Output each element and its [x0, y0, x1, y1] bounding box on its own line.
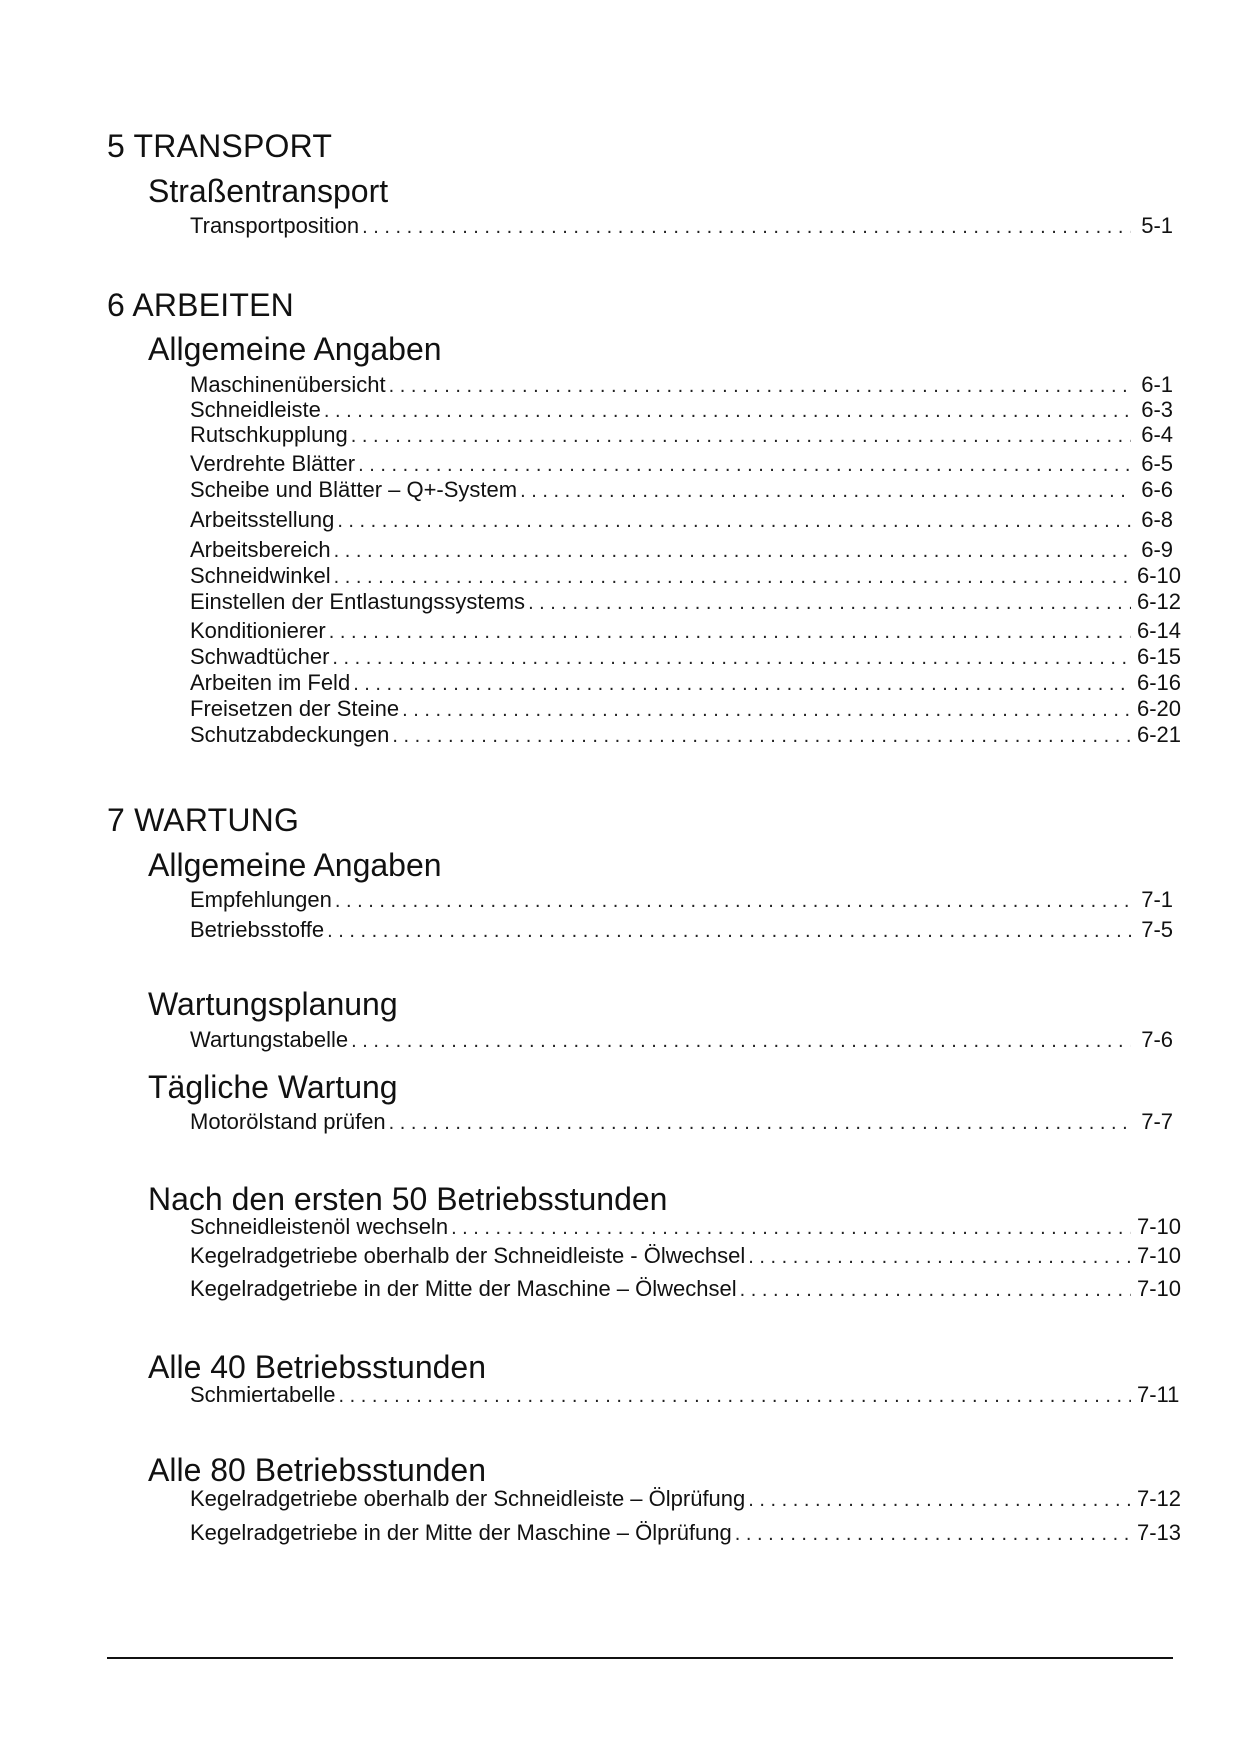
section-title: Tägliche Wartung [148, 1069, 398, 1105]
toc-entry-label: Konditionierer [190, 618, 326, 643]
toc-entry[interactable] [190, 887, 1173, 913]
toc-entry-label: Kegelradgetriebe in der Mitte der Maschine – Ölwechsel [190, 1276, 737, 1301]
toc-entry[interactable] [190, 477, 1173, 503]
dot-leader [337, 508, 1131, 534]
toc-entry-label: Einstellen der Entlastungssystems [190, 589, 526, 614]
toc-entry-page: 7-10 [1137, 1243, 1182, 1268]
toc-entry[interactable] [190, 507, 1173, 533]
toc-entry-page: 6-16 [1137, 670, 1182, 695]
toc-entry-page: 6-14 [1137, 618, 1182, 643]
section-title: Wartungsplanung [148, 986, 398, 1022]
toc-entry-page: 6-21 [1137, 722, 1182, 747]
toc-entry-page: 5-1 [1141, 213, 1173, 238]
toc-entry-page: 6-12 [1137, 589, 1182, 614]
toc-entry[interactable] [190, 1214, 1182, 1240]
toc-entry-label: Schutzabdeckungen [190, 722, 390, 747]
chapter-title: 5 TRANSPORT [107, 128, 333, 164]
toc-entry-label: Betriebsstoffe [190, 917, 325, 942]
dot-leader [520, 478, 1131, 504]
toc-entry-page: 7-5 [1141, 917, 1173, 942]
dot-leader [740, 1277, 1131, 1303]
toc-entry-page: 6-6 [1141, 477, 1173, 502]
toc-entry-label: Arbeiten im Feld [190, 670, 351, 695]
toc-entry-page: 7-13 [1137, 1520, 1182, 1545]
toc-entry[interactable] [190, 1109, 1173, 1135]
dot-leader [362, 214, 1131, 240]
toc-entry[interactable] [190, 1382, 1180, 1408]
toc-entry[interactable] [190, 670, 1182, 696]
dot-leader [324, 398, 1131, 424]
dot-leader [351, 1028, 1131, 1054]
toc-entry-label: Schneidleistenöl wechseln [190, 1214, 449, 1239]
dot-leader [402, 697, 1131, 723]
section-title: Alle 80 Betriebsstunden [148, 1452, 486, 1488]
dot-leader [351, 423, 1131, 449]
toc-entry[interactable] [190, 589, 1182, 615]
toc-entry-label: Kegelradgetriebe oberhalb der Schneidleiste - Ölwechsel [190, 1243, 746, 1268]
toc-entry[interactable] [190, 213, 1173, 239]
toc-entry[interactable] [190, 917, 1173, 943]
toc-entry-page: 6-20 [1137, 696, 1182, 721]
toc-entry[interactable] [190, 1027, 1173, 1053]
toc-entry[interactable] [190, 451, 1173, 477]
footer-rule [107, 1657, 1173, 1659]
toc-entry-page: 7-12 [1137, 1486, 1182, 1511]
toc-entry[interactable] [190, 722, 1182, 748]
toc-entry-label: Verdrehte Blätter [190, 451, 356, 476]
toc-entry-page: 7-11 [1137, 1382, 1180, 1407]
toc-entry[interactable] [190, 644, 1182, 670]
toc-entry-label: Arbeitsstellung [190, 507, 335, 532]
toc-entry-label: Kegelradgetriebe oberhalb der Schneidleiste – Ölprüfung [190, 1486, 746, 1511]
toc-entry-label: Motorölstand prüfen [190, 1109, 386, 1134]
toc-entry[interactable] [190, 372, 1173, 398]
dot-leader [358, 452, 1131, 478]
toc-entry-label: Freisetzen der Steine [190, 696, 400, 721]
toc-entry[interactable] [190, 563, 1182, 589]
dot-leader [334, 538, 1131, 564]
toc-entry-label: Schwadtücher [190, 644, 330, 669]
toc-entry-label: Maschinenübersicht [190, 372, 386, 397]
dot-leader [335, 888, 1131, 914]
toc-entry-label: Schneidleiste [190, 397, 321, 422]
chapter-title: 7 WARTUNG [107, 802, 300, 838]
toc-entry-page: 7-1 [1141, 887, 1173, 912]
dot-leader [339, 1383, 1131, 1409]
section-title: Alle 40 Betriebsstunden [148, 1349, 486, 1385]
toc-entry-page: 7-10 [1137, 1214, 1182, 1239]
toc-entry-page: 6-3 [1141, 397, 1173, 422]
dot-leader [353, 671, 1131, 697]
toc-entry-page: 6-4 [1141, 422, 1173, 447]
toc-entry-page: 6-9 [1141, 537, 1173, 562]
toc-entry-page: 6-10 [1137, 563, 1182, 588]
toc-entry-page: 6-15 [1137, 644, 1182, 669]
section-title: Nach den ersten 50 Betriebsstunden [148, 1181, 668, 1217]
toc-entry-label: Kegelradgetriebe in der Mitte der Maschine – Ölprüfung [190, 1520, 732, 1545]
toc-entry[interactable] [190, 618, 1182, 644]
dot-leader [451, 1215, 1131, 1241]
toc-entry[interactable] [190, 397, 1173, 423]
toc-entry-page: 6-8 [1141, 507, 1173, 532]
toc-entry-page: 7-10 [1137, 1276, 1182, 1301]
dot-leader [332, 645, 1131, 671]
dot-leader [389, 1110, 1131, 1136]
dot-leader [748, 1487, 1131, 1513]
toc-entry[interactable] [190, 422, 1173, 448]
section-title: Allgemeine Angaben [148, 331, 442, 367]
dot-leader [735, 1521, 1131, 1547]
toc-entry[interactable] [190, 537, 1173, 563]
toc-entry[interactable] [190, 1276, 1182, 1302]
dot-leader [528, 590, 1131, 616]
toc-entry-label: Rutschkupplung [190, 422, 348, 447]
toc-entry-label: Transportposition [190, 213, 360, 238]
dot-leader [329, 619, 1131, 645]
dot-leader [748, 1244, 1131, 1270]
toc-entry-page: 6-5 [1141, 451, 1173, 476]
toc-entry-label: Wartungstabelle [190, 1027, 349, 1052]
toc-entry[interactable] [190, 1520, 1182, 1546]
dot-leader [389, 373, 1131, 399]
toc-entry-label: Schmiertabelle [190, 1382, 336, 1407]
dot-leader [334, 564, 1131, 590]
toc-entry-page: 7-7 [1141, 1109, 1173, 1134]
toc-entry-label: Scheibe und Blätter – Q+-System [190, 477, 518, 502]
toc-entry-page: 7-6 [1141, 1027, 1173, 1052]
toc-entry-label: Empfehlungen [190, 887, 332, 912]
dot-leader [392, 723, 1131, 749]
toc-entry-label: Schneidwinkel [190, 563, 331, 588]
toc-entry[interactable] [190, 1486, 1182, 1512]
toc-entry-page: 6-1 [1141, 372, 1173, 397]
dot-leader [327, 918, 1131, 944]
chapter-title: 6 ARBEITEN [107, 287, 294, 323]
toc-entry[interactable] [190, 1243, 1182, 1269]
toc-entry[interactable] [190, 696, 1182, 722]
section-title: Straßentransport [148, 173, 389, 209]
toc-entry-label: Arbeitsbereich [190, 537, 331, 562]
section-title: Allgemeine Angaben [148, 847, 442, 883]
